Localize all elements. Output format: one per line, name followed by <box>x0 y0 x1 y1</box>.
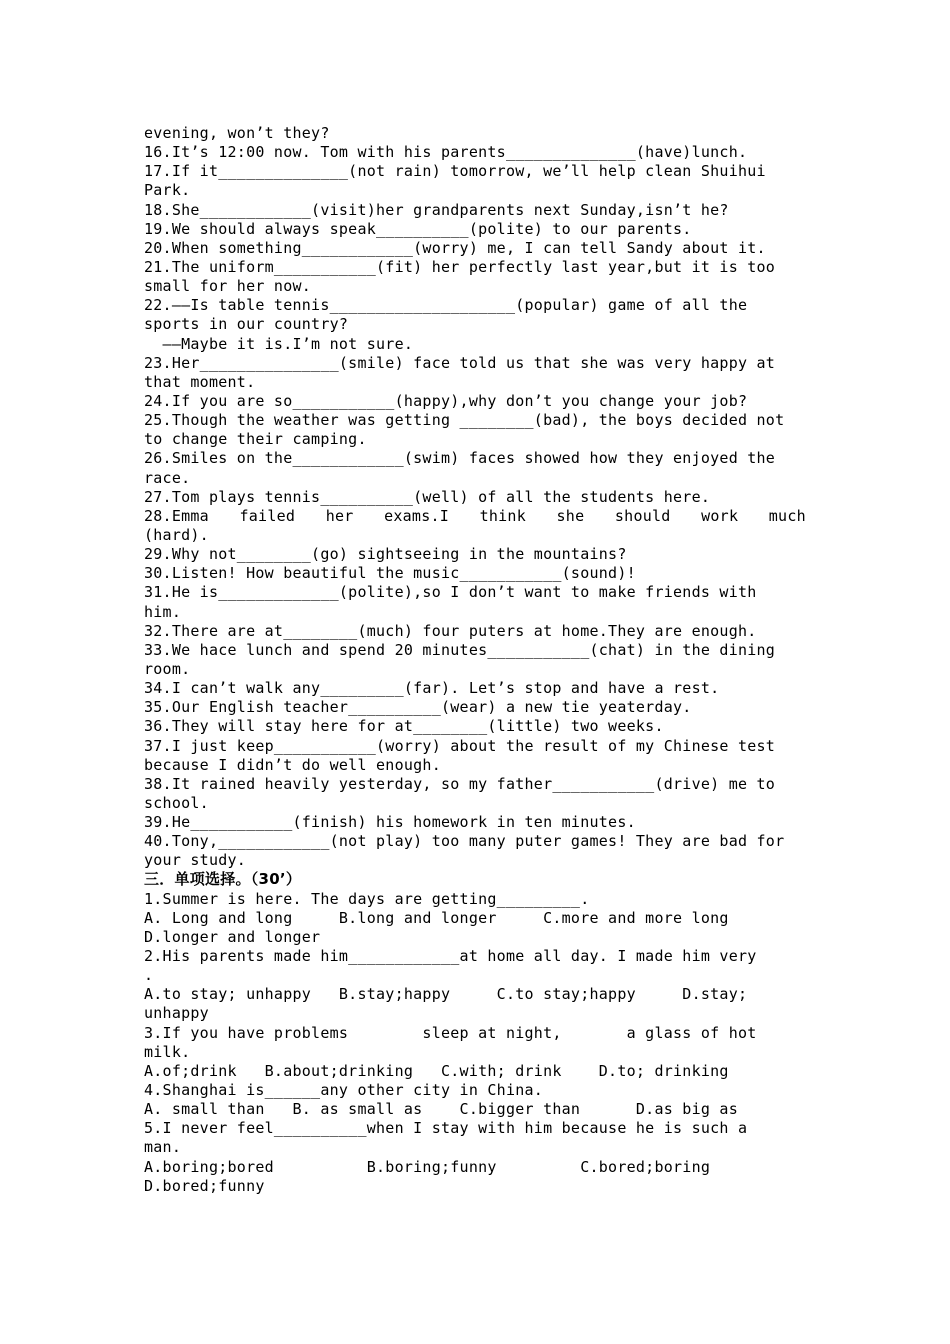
document-line: 16.It’s 12:00 now. Tom with his parents______________(have)lunch. <box>144 143 748 162</box>
document-line: D.longer and longer <box>144 927 321 946</box>
document-word: her <box>325 506 354 525</box>
document-line: because I didn’t do well enough. <box>144 755 441 774</box>
document-line: small for her now. <box>144 277 312 296</box>
document-word: much <box>768 506 806 525</box>
document-line: A.boring;bored B.boring;funny C.bored;boring <box>144 1157 711 1176</box>
document-line: 27.Tom plays tennis__________(well) of all the students here. <box>144 487 711 506</box>
document-line: school. <box>144 793 209 812</box>
document-word: should <box>614 506 671 525</box>
document-line: 30.Listen! How beautiful the music___________(sound)! <box>144 564 636 583</box>
document-line: race. <box>144 468 191 487</box>
document-line: 18.She____________(visit)her grandparents next Sunday,isn’t he? <box>144 200 729 219</box>
document-line: 3.If you have problems sleep at night, a glass of hot <box>144 1023 757 1042</box>
document-line: 34.I can’t walk any_________(far). Let’s stop and have a rest. <box>144 679 720 698</box>
document-line: . <box>144 966 154 985</box>
document-line: 25.Though the weather was getting ________(bad), the boys decided not <box>144 411 785 430</box>
document-line: 38.It rained heavily yesterday, so my father___________(drive) me to <box>144 774 776 793</box>
document-line: D.bored;funny <box>144 1176 265 1195</box>
document-line: 19.We should always speak__________(polite) to our parents. <box>144 219 692 238</box>
document-line: 26.Smiles on the____________(swim) faces showed how they enjoyed the <box>144 449 776 468</box>
document-line: room. <box>144 659 191 678</box>
document-word: 28.Emma <box>144 506 209 525</box>
document-line: Park. <box>144 181 191 200</box>
document-line: milk. <box>144 1042 191 1061</box>
document-line: 36.They will stay here for at________(little) two weeks. <box>144 717 664 736</box>
document-line: man. <box>144 1138 182 1157</box>
document-line: A. small than B. as small as C.bigger than D.as big as <box>144 1100 738 1119</box>
document-page <box>144 124 806 1196</box>
document-line: A.to stay; unhappy B.stay;happy C.to stay;happy D.stay; <box>144 985 748 1004</box>
document-word: exams.I <box>384 506 450 525</box>
document-line: 32.There are at________(much) four puters at home.They are enough. <box>144 621 757 640</box>
document-line: him. <box>144 602 182 621</box>
document-line: 1.Summer is here. The days are getting_________. <box>144 889 590 908</box>
document-line: 37.I just keep___________(worry) about the result of my Chinese test <box>144 736 776 755</box>
document-line: 31.He is_____________(polite),so I don’t want to make friends with <box>144 583 757 602</box>
document-line: unhappy <box>144 1004 209 1023</box>
document-line: that moment. <box>144 372 256 391</box>
document-line: 20.When something____________(worry) me, I can tell Sandy about it. <box>144 238 766 257</box>
document-line: 4.Shanghai is______any other city in China. <box>144 1081 544 1100</box>
document-word: failed <box>239 506 296 525</box>
document-word: think <box>479 506 526 525</box>
document-line: A.of;drink B.about;drinking C.with; drink D.to; drinking <box>144 1061 729 1080</box>
document-line: ——Maybe it is.I’m not sure. <box>144 334 414 353</box>
document-line: evening, won’t they? <box>144 124 330 142</box>
document-line: A. Long and long B.long and longer C.more and more long <box>144 908 729 927</box>
document-word: work <box>701 506 739 525</box>
document-line: 23.Her_______________(smile) face told us that she was very happy at <box>144 353 776 372</box>
document-line: 22.——Is table tennis____________________(popular) game of all the <box>144 296 748 315</box>
document-line: 35.Our English teacher__________(wear) a new tie yeaterday. <box>144 698 692 717</box>
document-line: your study. <box>144 851 247 870</box>
document-line: 33.We hace lunch and spend 20 minutes___________(chat) in the dining <box>144 640 776 659</box>
section-heading: 三．单项选择。（30’） <box>144 870 302 889</box>
document-line: 5.I never feel__________when I stay with him because he is such a <box>144 1119 748 1138</box>
document-word: she <box>556 506 585 525</box>
document-line: 2.His parents made him____________at home all day. I made him very <box>144 947 757 966</box>
document-line: 21.The uniform___________(fit) her perfectly last year,but it is too <box>144 257 776 276</box>
document-line: (hard). <box>144 525 209 544</box>
document-line: 24.If you are so___________(happy),why don’t you change your job? <box>144 391 748 410</box>
document-line: sports in our country? <box>144 315 349 334</box>
document-line: to change their camping. <box>144 430 367 449</box>
document-line: 29.Why not________(go) sightseeing in the mountains? <box>144 545 627 564</box>
document-line: 17.If it______________(not rain) tomorrow, we’ll help clean Shuihui <box>144 162 766 181</box>
document-line: 40.Tony,____________(not play) too many puter games! They are bad for <box>144 832 785 851</box>
document-line: 39.He___________(finish) his homework in ten minutes. <box>144 813 636 832</box>
document-line <box>144 507 806 526</box>
